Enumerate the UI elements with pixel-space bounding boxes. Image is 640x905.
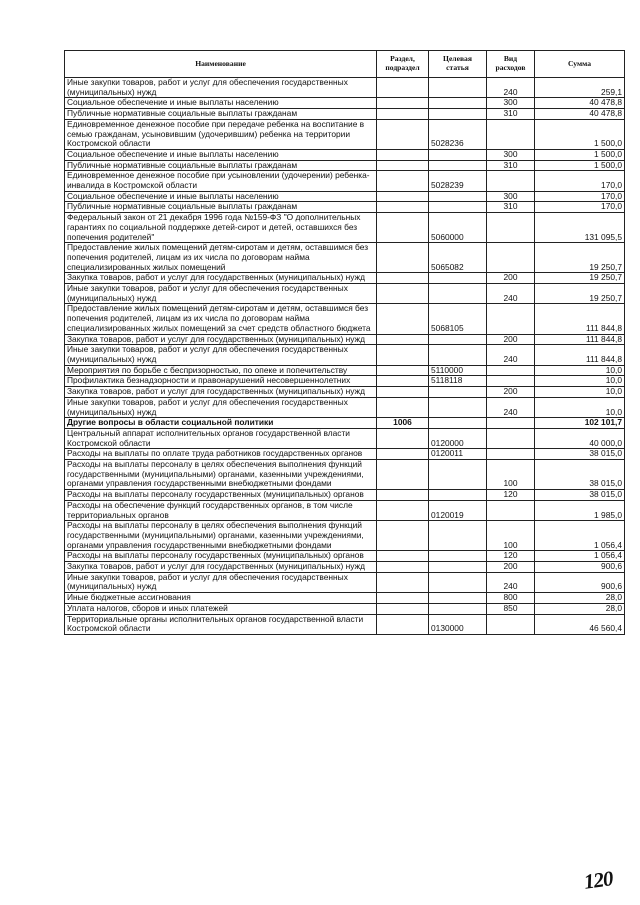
cell-sum: 170,0 <box>535 202 625 213</box>
cell-sum: 46 560,4 <box>535 614 625 634</box>
cell-name: Социальное обеспечение и иные выплаты населению <box>65 98 377 109</box>
cell-razdel <box>377 273 429 284</box>
cell-sum: 1 056,4 <box>535 521 625 551</box>
cell-razdel <box>377 78 429 98</box>
cell-razdel <box>377 304 429 334</box>
cell-target-article <box>429 397 487 417</box>
cell-name: Уплата налогов, сборов и иных платежей <box>65 603 377 614</box>
table-row <box>65 397 625 417</box>
cell-name: Иные бюджетные ассигнования <box>65 593 377 604</box>
table-row <box>65 202 625 213</box>
table-row <box>65 119 625 149</box>
cell-razdel <box>377 593 429 604</box>
cell-sum: 38 015,0 <box>535 449 625 460</box>
cell-sum: 1 056,4 <box>535 551 625 562</box>
cell-expense-type <box>487 614 535 634</box>
cell-target-article <box>429 273 487 284</box>
cell-target-article: 0120011 <box>429 449 487 460</box>
cell-expense-type: 240 <box>487 397 535 417</box>
cell-expense-type: 300 <box>487 191 535 202</box>
cell-razdel <box>377 345 429 365</box>
cell-razdel: 1006 <box>377 418 429 429</box>
cell-name: Территориальные органы исполнительных органов государственной власти Костромской области <box>65 614 377 634</box>
cell-target-article: 0130000 <box>429 614 487 634</box>
cell-sum: 1 500,0 <box>535 160 625 171</box>
cell-razdel <box>377 614 429 634</box>
table-row <box>65 500 625 520</box>
cell-razdel <box>377 521 429 551</box>
cell-expense-type: 200 <box>487 562 535 573</box>
cell-razdel <box>377 171 429 191</box>
cell-name: Публичные нормативные социальные выплаты гражданам <box>65 202 377 213</box>
cell-razdel <box>377 109 429 120</box>
cell-razdel <box>377 490 429 501</box>
cell-razdel <box>377 428 429 448</box>
cell-sum: 170,0 <box>535 191 625 202</box>
cell-expense-type: 200 <box>487 273 535 284</box>
cell-expense-type: 200 <box>487 334 535 345</box>
cell-razdel <box>377 500 429 520</box>
cell-target-article: 0120019 <box>429 500 487 520</box>
cell-razdel <box>377 572 429 592</box>
cell-razdel <box>377 365 429 376</box>
cell-sum: 19 250,7 <box>535 273 625 284</box>
cell-target-article <box>429 562 487 573</box>
table-row <box>65 160 625 171</box>
cell-expense-type: 100 <box>487 521 535 551</box>
cell-target-article <box>429 572 487 592</box>
cell-razdel <box>377 98 429 109</box>
table-row <box>65 191 625 202</box>
cell-sum: 111 844,8 <box>535 345 625 365</box>
cell-name: Иные закупки товаров, работ и услуг для обеспечения государственных (муниципальных) нужд <box>65 345 377 365</box>
cell-razdel <box>377 376 429 387</box>
cell-target-article: 5028239 <box>429 171 487 191</box>
cell-sum: 1 500,0 <box>535 119 625 149</box>
cell-name: Расходы на выплаты персоналу государственных (муниципальных) органов <box>65 551 377 562</box>
cell-expense-type <box>487 428 535 448</box>
table-row <box>65 109 625 120</box>
table-row <box>65 273 625 284</box>
cell-target-article <box>429 334 487 345</box>
table-row <box>65 365 625 376</box>
table-row <box>65 490 625 501</box>
cell-name: Публичные нормативные социальные выплаты гражданам <box>65 160 377 171</box>
table-row <box>65 284 625 304</box>
cell-sum: 10,0 <box>535 387 625 398</box>
cell-expense-type: 120 <box>487 551 535 562</box>
cell-sum: 10,0 <box>535 365 625 376</box>
table-row <box>65 449 625 460</box>
cell-sum: 40 478,8 <box>535 109 625 120</box>
header-sum: Сумма <box>535 51 625 78</box>
cell-razdel <box>377 119 429 149</box>
cell-target-article <box>429 160 487 171</box>
cell-sum: 1 500,0 <box>535 149 625 160</box>
cell-sum: 900,6 <box>535 572 625 592</box>
cell-expense-type <box>487 376 535 387</box>
cell-target-article <box>429 149 487 160</box>
header-target-article: Целевая статья <box>429 51 487 78</box>
cell-target-article <box>429 345 487 365</box>
header-expense-type: Вид расходов <box>487 51 535 78</box>
cell-name: Закупка товаров, работ и услуг для государственных (муниципальных) нужд <box>65 334 377 345</box>
table-body <box>65 78 625 635</box>
table-row <box>65 387 625 398</box>
table-row <box>65 428 625 448</box>
table-row <box>65 460 625 490</box>
cell-name: Единовременное денежное пособие при передаче ребенка на воспитание в семью гражданам, усыновившим (удочерившим) ребенка на территории Костромской области <box>65 119 377 149</box>
cell-target-article <box>429 460 487 490</box>
table-row <box>65 418 625 429</box>
cell-name: Иные закупки товаров, работ и услуг для обеспечения государственных (муниципальных) нужд <box>65 78 377 98</box>
cell-target-article <box>429 603 487 614</box>
cell-expense-type: 310 <box>487 160 535 171</box>
cell-expense-type: 200 <box>487 387 535 398</box>
cell-target-article <box>429 418 487 429</box>
cell-expense-type: 800 <box>487 593 535 604</box>
cell-expense-type <box>487 304 535 334</box>
cell-target-article <box>429 593 487 604</box>
table-row <box>65 614 625 634</box>
table-row <box>65 603 625 614</box>
cell-sum: 19 250,7 <box>535 284 625 304</box>
table-row <box>65 149 625 160</box>
budget-table-page <box>64 50 624 635</box>
cell-target-article: 5028236 <box>429 119 487 149</box>
cell-name: Закупка товаров, работ и услуг для государственных (муниципальных) нужд <box>65 387 377 398</box>
cell-expense-type: 120 <box>487 490 535 501</box>
cell-sum: 131 095,5 <box>535 213 625 243</box>
cell-expense-type <box>487 418 535 429</box>
table-row <box>65 334 625 345</box>
cell-target-article <box>429 202 487 213</box>
cell-target-article <box>429 109 487 120</box>
cell-name: Иные закупки товаров, работ и услуг для обеспечения государственных (муниципальных) нужд <box>65 284 377 304</box>
cell-sum: 10,0 <box>535 397 625 417</box>
handwritten-page-number: 120 <box>582 866 614 894</box>
table-row <box>65 562 625 573</box>
cell-expense-type: 100 <box>487 460 535 490</box>
cell-name: Закупка товаров, работ и услуг для государственных (муниципальных) нужд <box>65 273 377 284</box>
cell-name: Расходы на выплаты персоналу в целях обеспечения выполнения функций государственными (муниципальными) органами, казенными учреждениями, органами управления государственными внебюджетными фондами <box>65 521 377 551</box>
cell-expense-type: 310 <box>487 109 535 120</box>
cell-sum: 1 985,0 <box>535 500 625 520</box>
cell-target-article <box>429 490 487 501</box>
cell-expense-type <box>487 243 535 273</box>
cell-razdel <box>377 202 429 213</box>
cell-name: Профилактика безнадзорности и правонарушений несовершеннолетних <box>65 376 377 387</box>
cell-target-article <box>429 98 487 109</box>
cell-name: Центральный аппарат исполнительных органов государственной власти Костромской области <box>65 428 377 448</box>
cell-name: Иные закупки товаров, работ и услуг для обеспечения государственных (муниципальных) нужд <box>65 397 377 417</box>
cell-razdel <box>377 243 429 273</box>
table-row <box>65 551 625 562</box>
cell-razdel <box>377 397 429 417</box>
cell-sum: 102 101,7 <box>535 418 625 429</box>
cell-expense-type: 300 <box>487 98 535 109</box>
table-row <box>65 243 625 273</box>
cell-expense-type <box>487 500 535 520</box>
table-row <box>65 572 625 592</box>
cell-razdel <box>377 191 429 202</box>
table-row <box>65 345 625 365</box>
cell-name: Расходы на выплаты персоналу государственных (муниципальных) органов <box>65 490 377 501</box>
cell-expense-type <box>487 171 535 191</box>
cell-razdel <box>377 149 429 160</box>
cell-sum: 900,6 <box>535 562 625 573</box>
cell-name: Социальное обеспечение и иные выплаты населению <box>65 149 377 160</box>
cell-razdel <box>377 603 429 614</box>
cell-sum: 40 000,0 <box>535 428 625 448</box>
table-row <box>65 171 625 191</box>
cell-sum: 10,0 <box>535 376 625 387</box>
table-row <box>65 98 625 109</box>
cell-razdel <box>377 160 429 171</box>
cell-expense-type <box>487 213 535 243</box>
cell-name: Расходы на обеспечение функций государственных органов, в том числе территориальных органов <box>65 500 377 520</box>
cell-expense-type: 240 <box>487 284 535 304</box>
cell-name: Другие вопросы в области социальной политики <box>65 418 377 429</box>
cell-expense-type: 240 <box>487 572 535 592</box>
cell-target-article <box>429 191 487 202</box>
cell-name: Публичные нормативные социальные выплаты гражданам <box>65 109 377 120</box>
cell-expense-type: 240 <box>487 78 535 98</box>
header-razdel: Раздел, подраздел <box>377 51 429 78</box>
cell-sum: 28,0 <box>535 593 625 604</box>
cell-target-article: 0120000 <box>429 428 487 448</box>
cell-sum: 170,0 <box>535 171 625 191</box>
cell-razdel <box>377 213 429 243</box>
cell-razdel <box>377 387 429 398</box>
cell-name: Социальное обеспечение и иные выплаты населению <box>65 191 377 202</box>
cell-name: Федеральный закон от 21 декабря 1996 года №159-ФЗ "О дополнительных гарантиях по социальной поддержке детей-сирот и детей, оставшихся без попечения родителей" <box>65 213 377 243</box>
cell-razdel <box>377 334 429 345</box>
cell-name: Расходы на выплаты по оплате труда работников государственных органов <box>65 449 377 460</box>
table-row <box>65 521 625 551</box>
cell-sum: 111 844,8 <box>535 304 625 334</box>
cell-sum: 111 844,8 <box>535 334 625 345</box>
cell-name: Предоставление жилых помещений детям-сиротам и детям, оставшимся без попечения родителей, лицам из их числа по договорам найма специализированных жилых помещений <box>65 243 377 273</box>
cell-target-article <box>429 284 487 304</box>
cell-razdel <box>377 551 429 562</box>
cell-target-article: 5110000 <box>429 365 487 376</box>
cell-name: Закупка товаров, работ и услуг для государственных (муниципальных) нужд <box>65 562 377 573</box>
cell-name: Предоставление жилых помещений детям-сиротам и детям, оставшимся без попечения родителей, лицам из их числа по договорам найма специализированных жилых помещений за счет средств областного бюджета <box>65 304 377 334</box>
cell-sum: 38 015,0 <box>535 490 625 501</box>
cell-expense-type <box>487 119 535 149</box>
cell-name: Расходы на выплаты персоналу в целях обеспечения выполнения функций государственными (муниципальными) органами, казенными учреждениями, органами управления государственными внебюджетными фондами <box>65 460 377 490</box>
cell-target-article: 5068105 <box>429 304 487 334</box>
cell-sum: 40 478,8 <box>535 98 625 109</box>
table-row <box>65 213 625 243</box>
cell-razdel <box>377 460 429 490</box>
cell-expense-type: 850 <box>487 603 535 614</box>
table-header-row <box>65 51 625 78</box>
cell-name: Иные закупки товаров, работ и услуг для обеспечения государственных (муниципальных) нужд <box>65 572 377 592</box>
cell-target-article: 5118118 <box>429 376 487 387</box>
cell-target-article <box>429 521 487 551</box>
table-row <box>65 376 625 387</box>
cell-expense-type: 240 <box>487 345 535 365</box>
cell-razdel <box>377 284 429 304</box>
cell-expense-type: 300 <box>487 149 535 160</box>
table-row <box>65 593 625 604</box>
cell-name: Мероприятия по борьбе с беспризорностью, по опеке и попечительству <box>65 365 377 376</box>
cell-sum: 19 250,7 <box>535 243 625 273</box>
cell-name: Единовременное денежное пособие при усыновлении (удочерении) ребенка-инвалида в Костромской области <box>65 171 377 191</box>
cell-sum: 38 015,0 <box>535 460 625 490</box>
cell-target-article <box>429 387 487 398</box>
table-row <box>65 78 625 98</box>
cell-target-article <box>429 551 487 562</box>
cell-razdel <box>377 562 429 573</box>
cell-sum: 28,0 <box>535 603 625 614</box>
cell-expense-type <box>487 449 535 460</box>
cell-sum: 259,1 <box>535 78 625 98</box>
table-row <box>65 304 625 334</box>
cell-expense-type: 310 <box>487 202 535 213</box>
cell-expense-type <box>487 365 535 376</box>
cell-target-article: 5065082 <box>429 243 487 273</box>
budget-table <box>64 50 625 635</box>
cell-razdel <box>377 449 429 460</box>
header-name: Наименование <box>65 51 377 78</box>
cell-target-article: 5060000 <box>429 213 487 243</box>
cell-target-article <box>429 78 487 98</box>
